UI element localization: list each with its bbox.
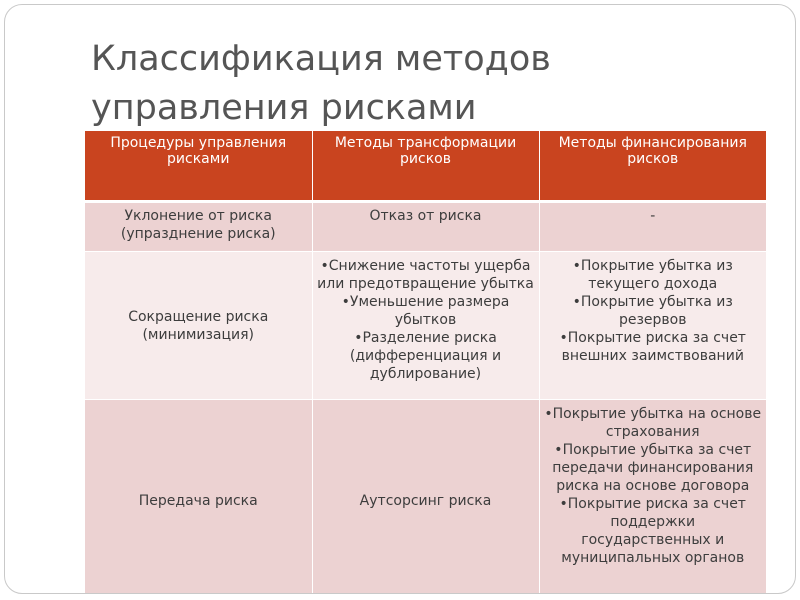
- list-item: • Покрытие убытка из резервов: [544, 293, 763, 329]
- transformation-cell: [312, 252, 539, 400]
- procedure-cell: Сокращение риска (минимизация): [85, 252, 312, 400]
- transformation-cell: Аутсорсинг риска: [312, 400, 539, 595]
- financing-list: [544, 257, 763, 365]
- header-financing: Методы финансирования рисков: [539, 131, 766, 202]
- list-item: • Покрытие убытка из текущего дохода: [544, 257, 763, 293]
- risk-methods-table: [85, 131, 766, 594]
- financing-cell: [539, 252, 766, 400]
- transformation-list: [317, 257, 535, 383]
- header-row: [85, 131, 766, 202]
- list-item: • Разделение риска (дифференциация и дублирование): [317, 329, 535, 383]
- procedure-cell: Передача риска: [85, 400, 312, 595]
- list-item: • Покрытие убытка на основе страхования: [544, 405, 763, 441]
- slide-title: [91, 35, 771, 133]
- list-item: • Снижение частоты ущерба или предотвращение убытка: [317, 257, 535, 293]
- list-item: • Покрытие риска за счет внешних заимствований: [544, 329, 763, 365]
- title-line-1: Классификация методов: [91, 39, 551, 79]
- financing-list: [544, 405, 763, 567]
- table-row: [85, 202, 766, 252]
- transformation-cell: Отказ от риска: [312, 202, 539, 252]
- list-item: • Уменьшение размера убытков: [317, 293, 535, 329]
- table-row: [85, 400, 766, 595]
- slide: [4, 4, 796, 594]
- header-procedures: Процедуры управления рисками: [85, 131, 312, 202]
- financing-cell: -: [539, 202, 766, 252]
- header-transformation: Методы трансформации рисков: [312, 131, 539, 202]
- table-row: [85, 252, 766, 400]
- list-item: • Покрытие риска за счет поддержки государственных и муниципальных органов: [544, 495, 763, 567]
- title-line-2: управления рисками: [91, 88, 477, 128]
- financing-cell: [539, 400, 766, 595]
- procedure-cell: Уклонение от риска (упразднение риска): [85, 202, 312, 252]
- list-item: • Покрытие убытка за счет передачи финансирования риска на основе договора: [544, 441, 763, 495]
